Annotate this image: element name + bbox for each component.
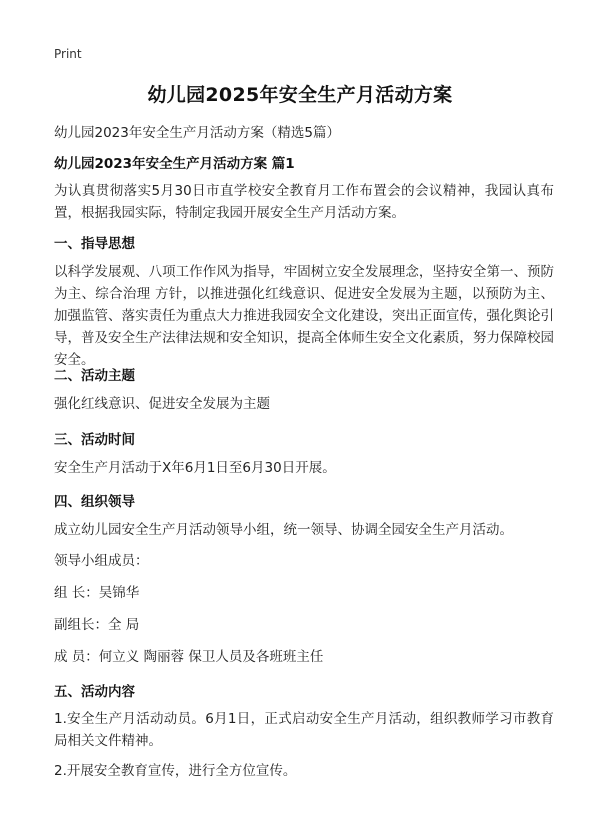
section-text-guiding: 以科学发展观、八项工作作风为指导，牢固树立安全发展理念，坚持安全第一、预防为主、综合治理 方针，以推进强化红线意识、促进安全发展为主题，以预防为主、加强监管、落实责任为重点大力推进我园安全文化建设，突出正面宣传，强化舆论引导，普及安全生产法律法规和安全知识，提高全体师生安全文化素质，努力保障校园安全。 bbox=[54, 264, 554, 368]
section-text-leadership: 成立幼儿园安全生产月活动领导小组，统一领导、协调全园安全生产月活动。 bbox=[54, 522, 513, 538]
section-text-theme: 强化红线意识、促进安全发展为主题 bbox=[54, 396, 270, 412]
document-subtitle: 幼儿园2023年安全生产月活动方案（精选5篇） bbox=[54, 125, 340, 141]
content-item-1: 1.安全生产月活动动员。6月1日，正式启动安全生产月活动，组织教师学习市教育局相关文件精神。 bbox=[54, 711, 554, 749]
print-link[interactable]: Print bbox=[54, 47, 82, 61]
members-label: 领导小组成员： bbox=[54, 553, 149, 569]
article-heading: 幼儿园2023年安全生产月活动方案 篇1 bbox=[54, 156, 295, 172]
page-title: 幼儿园2025年安全生产月活动方案 bbox=[147, 84, 453, 106]
section-heading-leadership: 四、组织领导 bbox=[54, 494, 135, 510]
section-text-time: 安全生产月活动于X年6月1日至6月30日开展。 bbox=[54, 460, 336, 476]
group-members: 成 员：何立义 陶丽蓉 保卫人员及各班班主任 bbox=[54, 649, 324, 665]
intro-paragraph: 为认真贯彻落实5月30日市直学校安全教育月工作布置会的会议精神，我园认真布置，根据我园实际，特制定我园开展安全生产月活动方案。 bbox=[54, 183, 554, 221]
group-leader: 组 长：吴锦华 bbox=[54, 585, 140, 601]
content-item-2: 2.开展安全教育宣传，进行全方位宣传。 bbox=[54, 763, 297, 779]
section-heading-theme: 二、活动主题 bbox=[54, 368, 135, 384]
deputy-leader: 副组长：全 局 bbox=[54, 617, 140, 633]
section-heading-content: 五、活动内容 bbox=[54, 684, 135, 700]
section-heading-time: 三、活动时间 bbox=[54, 432, 135, 448]
section-heading-guiding: 一、指导思想 bbox=[54, 236, 135, 252]
